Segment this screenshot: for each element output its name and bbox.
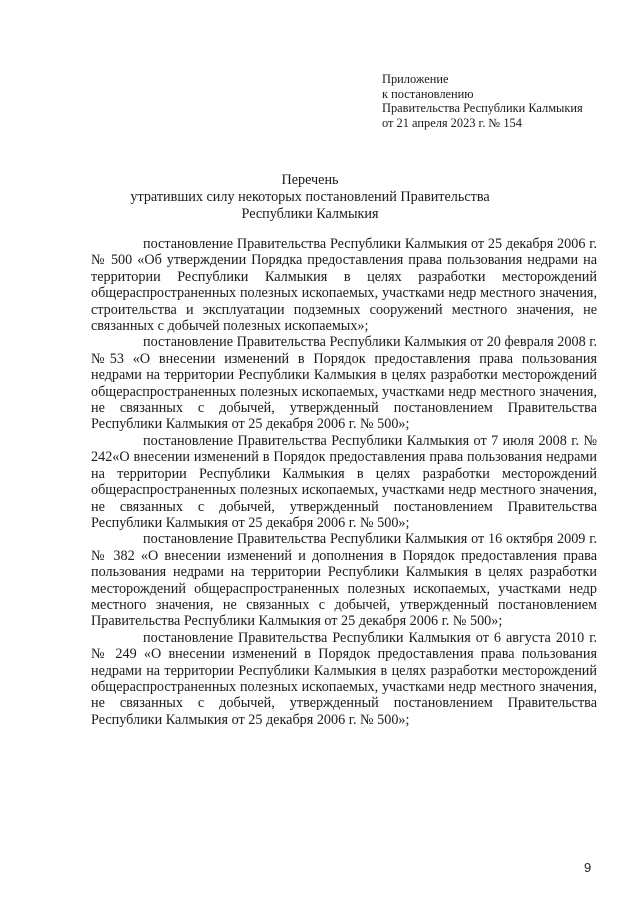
- page-number: 9: [584, 860, 592, 875]
- appendix-line: к постановлению: [382, 86, 474, 101]
- document-title: [90, 172, 530, 223]
- appendix-line: Приложение: [382, 72, 449, 86]
- title-line: утративших силу некоторых постановлений Правительства: [130, 189, 490, 205]
- list-item: постановление Правительства Республики Калмыкия от 25 декабря 2006 г. № 500 «Об утверждении Порядка предоставления права пользования недрами на территории Республики Калмыкия в целях разработки месторождений общераспространенных полезных ископаемых, участками недр местного значения, строительства и эксплуатации подземных сооружений местного значения, не связанных с добычей полезных ископаемых»;: [91, 236, 597, 335]
- list-item: постановление Правительства Республики Калмыкия от 6 августа 2010 г. № 249 «О внесении изменений в Порядок предоставления права пользования недрами на территории Республики Калмыкия в целях разработки месторождений общераспространенных полезных ископаемых, участками недр местного значения, не связанных с добычей, утвержденный постановлением Правительства Республики Калмыкия от 25 декабря 2006 г. № 500»;: [91, 629, 597, 728]
- appendix-line: Правительства Республики Калмыкия: [382, 101, 583, 115]
- appendix-line: от 21 апреля 2023 г. № 154: [382, 115, 522, 130]
- appendix-header: [382, 72, 632, 130]
- list-item: постановление Правительства Республики Калмыкия от 16 октября 2009 г. № 382 «О внесении изменений и дополнения в Порядок предоставления права пользования недрами на территории Республики Калмыкия в целях разработки месторождений общераспространенных полезных ископаемых, участками недр местного значения, не связанных с добычей, утвержденный постановлением Правительства Республики Калмыкия от 25 декабря 2006 г. № 500»;: [91, 531, 597, 630]
- document-body: [91, 236, 597, 728]
- list-item: постановление Правительства Республики Калмыкия от 7 июля 2008 г. № 242«О внесении изменений в Порядок предоставления права пользования недрами на территории Республики Калмыкия в целях разработки месторождений общераспространенных полезных ископаемых, участками недр местного значения, не связанных с добычей, утвержденный постановлением Правительства Республики Калмыкия от 25 декабря 2006 г. № 500»;: [91, 432, 597, 531]
- title-line: Республики Калмыкия: [241, 206, 379, 222]
- list-item: постановление Правительства Республики Калмыкия от 20 февраля 2008 г. №53 «О внесении изменений в Порядок предоставления права пользования недрами на территории Республики Калмыкия в целях разработки месторождений общераспространенных полезных ископаемых, участками недр местного значения, не связанных с добычей, утвержденный постановлением Правительства Республики Калмыкия от 25 декабря 2006 г. № 500»;: [91, 334, 597, 433]
- title-line: Перечень: [281, 172, 339, 188]
